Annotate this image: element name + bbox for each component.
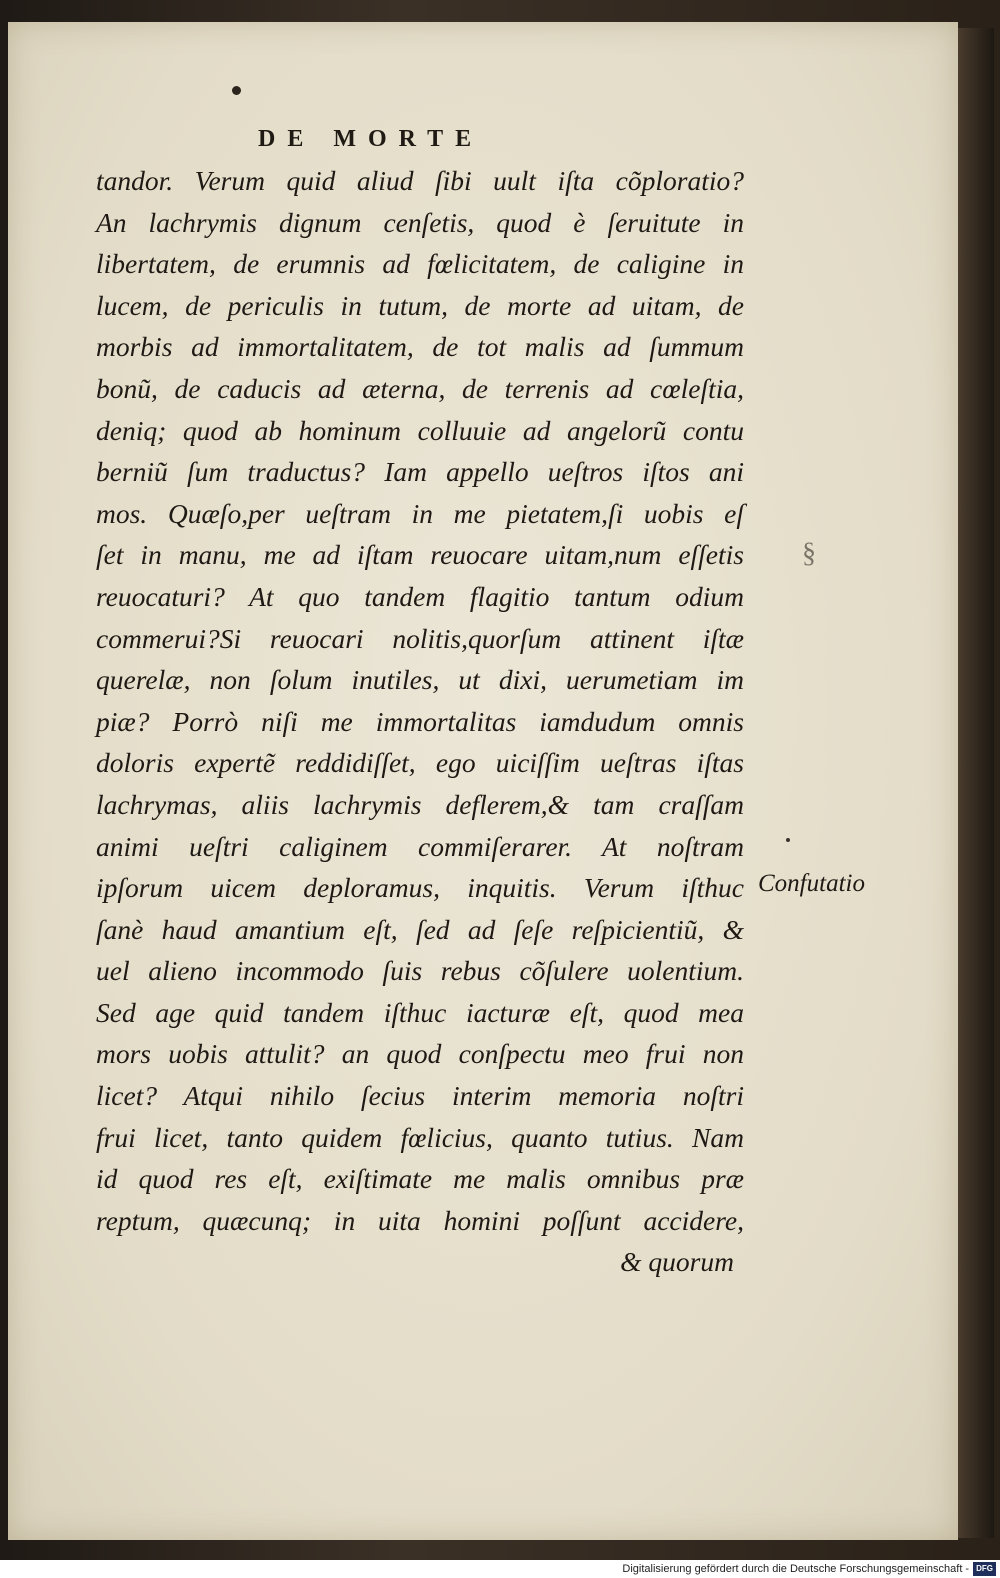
text-line: lucem, de periculis in tutum, de morte ad uitam, de <box>96 289 744 321</box>
margin-dot <box>786 838 790 842</box>
text-line: berniũ ſum traductus? Iam appello ueſtros iſtos ani <box>96 456 744 488</box>
body-text <box>96 160 744 1283</box>
margin-note: Confutatio <box>758 870 865 897</box>
text-line: tandor. Verum quid aliud ſibi uult iſta cõploratio? <box>96 165 744 196</box>
catchword: & quorum <box>620 1246 734 1278</box>
text-line: ipſorum uicem deploramus, inquitis. Verum iſthuc <box>96 872 744 904</box>
text-line: Sed age quid tandem iſthuc iacturæ eſt, quod mea <box>96 996 744 1028</box>
text-line: lachrymas, aliis lachrymis deflerem,& tam craſſam <box>96 788 744 820</box>
text-line: reptum, quæcunq; in uita homini poſſunt accidere, <box>96 1204 744 1236</box>
page-edge <box>958 28 994 1538</box>
text-line: commerui?Si reuocari nolitis,quorſum attinent iſtæ <box>96 622 744 654</box>
footer-credit-text: Digitalisierung gefördert durch die Deutsche Forschungsgemeinschaft - <box>622 1563 970 1575</box>
text-line: An lachrymis dignum cenſetis, quod è ſeruitute in <box>96 206 744 238</box>
text-line: doloris expertẽ reddidiſſet, ego uiciſſim ueſtras iſtas <box>96 747 744 779</box>
text-line: piæ? Porrò niſi me immortalitas iamdudum omnis <box>96 705 744 737</box>
text-line: reuocaturi? At quo tandem flagitio tantum odium <box>96 580 744 612</box>
text-line: ſet in manu, me ad iſtam reuocare uitam,num eſſetis <box>96 539 744 571</box>
footer-credit <box>622 1561 996 1577</box>
text-line: libertatem, de erumnis ad fœlicitatem, de caligine in <box>96 248 744 280</box>
text-line: id quod res eſt, exiſtimate me malis omnibus præ <box>96 1163 744 1195</box>
text-line: licet? Atqui nihilo ſecius interim memoria noſtri <box>96 1080 744 1112</box>
text-line: querelæ, non ſolum inutiles, ut dixi, uerumetiam im <box>96 664 744 696</box>
margin-mark: § <box>802 538 816 569</box>
text-line: deniq; quod ab hominum colluuie ad angelorũ contu <box>96 414 744 446</box>
ink-speck <box>232 86 241 95</box>
text-line: uel alieno incommodo ſuis rebus cõſulere uolentium. <box>96 955 744 987</box>
text-line: mors uobis attulit? an quod conſpectu meo frui non <box>96 1038 744 1070</box>
text-line: animi ueſtri caliginem commiſerarer. At noſtram <box>96 830 744 862</box>
text-line: frui licet, tanto quidem fœlicius, quanto tutius. Nam <box>96 1121 744 1153</box>
text-line: bonũ, de caducis ad æterna, de terrenis ad cœleſtia, <box>96 372 744 404</box>
text-line: mos. Quæſo,per ueſtram in me pietatem,ſi uobis eſ <box>96 497 744 529</box>
dfg-logo: DFG <box>973 1562 996 1576</box>
text-line: morbis ad immortalitatem, de tot malis ad ſummum <box>96 331 744 363</box>
text-line: ſanè haud amantium eſt, ſed ad ſeſe reſpicientiũ, & <box>96 913 744 945</box>
running-head: DE MORTE <box>258 126 484 152</box>
